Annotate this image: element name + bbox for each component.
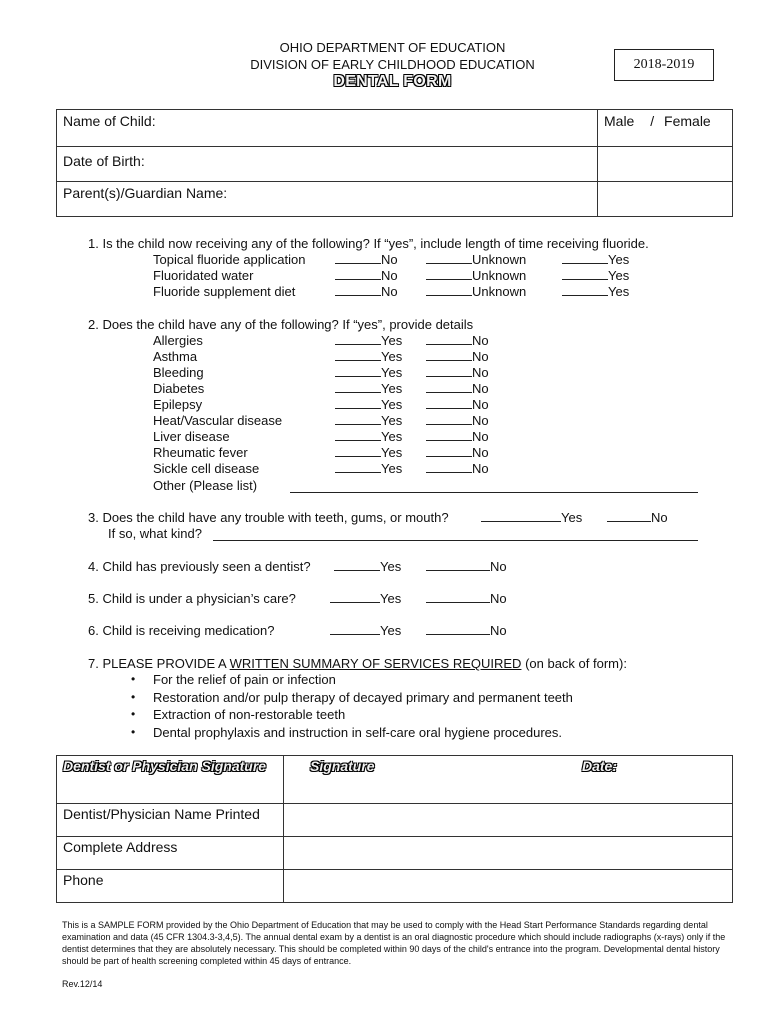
- q1-no-label: No: [381, 268, 398, 283]
- q7-underlined: WRITTEN SUMMARY OF SERVICES REQUIRED: [229, 656, 522, 671]
- q1-yes-label: Yes: [608, 268, 630, 283]
- q2-no-option[interactable]: [426, 445, 489, 460]
- q3-followup-line[interactable]: [213, 527, 698, 541]
- q7-bullet-text: Extraction of non-restorable teeth: [153, 707, 346, 722]
- q2-other-line[interactable]: [290, 479, 698, 493]
- q2-no-label: No: [472, 365, 489, 380]
- q5-text: 5. Child is under a physician’s care?: [88, 591, 296, 606]
- address-label: Complete Address: [63, 839, 178, 855]
- q1-item-label: Topical fluoride application: [153, 252, 306, 267]
- q2-yes-option[interactable]: [335, 365, 402, 380]
- address-field[interactable]: [284, 837, 733, 870]
- q1-yes-blank[interactable]: [562, 252, 608, 264]
- q2-yes-option[interactable]: [335, 333, 402, 348]
- school-year-badge: 2018-2019: [614, 49, 714, 81]
- q3-yes-blank[interactable]: [481, 510, 561, 522]
- q2-text: 2. Does the child have any of the following? If “yes”, provide details: [88, 317, 474, 332]
- signature-table: [56, 755, 733, 903]
- q1-unknown-option[interactable]: [426, 268, 526, 283]
- q5-no-label: No: [490, 591, 507, 606]
- q7-bullet-text: For the relief of pain or infection: [153, 672, 336, 687]
- q1-yes-label: Yes: [608, 252, 630, 267]
- dob-field[interactable]: [57, 147, 598, 182]
- q1-unknown-option[interactable]: [426, 252, 526, 267]
- q1-no-option[interactable]: [335, 252, 398, 267]
- q2-no-label: No: [472, 413, 489, 428]
- q6-no-label: No: [490, 623, 507, 638]
- parent-side-cell: [598, 182, 733, 217]
- q2-yes-blank[interactable]: [335, 429, 381, 441]
- q2-no-option[interactable]: [426, 413, 489, 428]
- q1-unknown-blank[interactable]: [426, 284, 472, 296]
- q2-item-label: Allergies: [153, 333, 203, 348]
- q2-yes-label: Yes: [381, 445, 403, 460]
- q2-yes-label: Yes: [381, 413, 403, 428]
- header-division: DIVISION OF EARLY CHILDHOOD EDUCATION: [250, 57, 535, 72]
- q2-no-blank[interactable]: [426, 333, 472, 345]
- q3-no-label: No: [651, 510, 668, 525]
- q2-yes-label: Yes: [381, 333, 403, 348]
- bullet-dot-icon: •: [131, 707, 136, 721]
- q7-text: [88, 656, 627, 671]
- q2-item-label: Heat/Vascular disease: [153, 413, 283, 428]
- phone-field[interactable]: [284, 870, 733, 903]
- q1-unknown-option[interactable]: [426, 284, 526, 299]
- q2-no-label: No: [472, 333, 489, 348]
- q2-yes-label: Yes: [381, 397, 403, 412]
- q2-yes-blank[interactable]: [335, 413, 381, 425]
- q2-yes-option[interactable]: [335, 349, 402, 364]
- q1-no-blank[interactable]: [335, 268, 381, 280]
- q1-unknown-label: Unknown: [472, 252, 527, 267]
- q2-yes-blank[interactable]: [335, 397, 381, 409]
- q1-yes-option[interactable]: [562, 284, 629, 299]
- q2-yes-option[interactable]: [335, 429, 402, 444]
- q2-no-label: No: [472, 349, 489, 364]
- q3-no-option[interactable]: [607, 510, 668, 525]
- bullet-dot-icon: •: [131, 689, 136, 704]
- name-printed-label-cell: [57, 804, 284, 837]
- phone-label: Phone: [63, 872, 104, 888]
- q2-no-label: No: [472, 445, 489, 460]
- q2-yes-blank[interactable]: [335, 381, 381, 393]
- child-name-field[interactable]: [57, 110, 598, 147]
- q4-yes-label: Yes: [380, 559, 402, 574]
- sig-header-cell: [57, 756, 284, 804]
- q2-item-label: Sickle cell disease: [153, 461, 260, 476]
- q1-no-blank[interactable]: [335, 252, 381, 264]
- q2-no-option[interactable]: [426, 429, 489, 444]
- q1-yes-blank[interactable]: [562, 284, 608, 296]
- header-agency: OHIO DEPARTMENT OF EDUCATION: [279, 40, 506, 55]
- gender-separator: /: [650, 113, 655, 129]
- parent-field[interactable]: [57, 182, 598, 217]
- gender-male-option[interactable]: Male: [604, 113, 635, 129]
- gender-female-option[interactable]: Female: [664, 113, 711, 129]
- q7-suffix: (on back of form):: [521, 656, 627, 671]
- q1-item-label: Fluoridated water: [153, 268, 254, 283]
- q1-no-option[interactable]: [335, 268, 398, 283]
- q2-yes-blank[interactable]: [335, 349, 381, 361]
- child-info-table: [56, 109, 733, 217]
- q2-no-blank[interactable]: [426, 365, 472, 377]
- q2-yes-label: Yes: [381, 381, 403, 396]
- q5-yes-option[interactable]: [330, 591, 401, 606]
- address-label-cell: [57, 837, 284, 870]
- q3-text: 3. Does the child have any trouble with teeth, gums, or mouth?: [88, 510, 449, 525]
- q2-no-blank[interactable]: [426, 461, 472, 473]
- q2-no-option[interactable]: [426, 333, 489, 348]
- name-printed-label: Dentist/Physician Name Printed: [63, 806, 260, 822]
- q4-no-option[interactable]: [426, 559, 507, 574]
- q2-no-blank[interactable]: [426, 429, 472, 441]
- q1-yes-blank[interactable]: [562, 268, 608, 280]
- q2-item-label: Diabetes: [153, 381, 205, 396]
- q2-no-blank[interactable]: [426, 397, 472, 409]
- q6-no-option[interactable]: [426, 623, 507, 638]
- q4-yes-option[interactable]: [334, 559, 401, 574]
- phone-label-cell: [57, 870, 284, 903]
- parent-label: Parent(s)/Guardian Name:: [63, 185, 228, 201]
- q5-yes-label: Yes: [380, 591, 402, 606]
- q2-no-blank[interactable]: [426, 349, 472, 361]
- q2-no-label: No: [472, 397, 489, 412]
- revision-label: Rev.12/14: [62, 979, 103, 989]
- q6-text: 6. Child is receiving medication?: [88, 623, 275, 638]
- q2-yes-label: Yes: [381, 461, 403, 476]
- q1-no-option[interactable]: [335, 284, 398, 299]
- q2-yes-label: Yes: [381, 429, 403, 444]
- q2-item-label: Epilepsy: [153, 397, 203, 412]
- gender-field[interactable]: [598, 110, 733, 147]
- q2-no-option[interactable]: [426, 397, 489, 412]
- q2-no-label: No: [472, 461, 489, 476]
- name-printed-field[interactable]: [284, 804, 733, 837]
- q2-yes-blank[interactable]: [335, 333, 381, 345]
- form-title: DENTAL FORM: [333, 73, 452, 90]
- q2-yes-option[interactable]: [335, 381, 402, 396]
- q2-yes-option[interactable]: [335, 461, 402, 476]
- q2-item-label: Bleeding: [153, 365, 204, 380]
- q2-no-blank[interactable]: [426, 445, 472, 457]
- bullet-dot-icon: •: [131, 724, 136, 739]
- q2-yes-blank[interactable]: [335, 445, 381, 457]
- q1-yes-option[interactable]: [562, 252, 629, 267]
- q2-no-blank[interactable]: [426, 381, 472, 393]
- q6-yes-option[interactable]: [330, 623, 401, 638]
- q2-no-option[interactable]: [426, 365, 489, 380]
- q2-no-blank[interactable]: [426, 413, 472, 425]
- q1-yes-label: Yes: [608, 284, 630, 299]
- q2-item-label: Liver disease: [153, 429, 230, 444]
- bullet-dot-icon: •: [131, 672, 136, 686]
- q2-no-option[interactable]: [426, 461, 489, 476]
- footnote-text: This is a SAMPLE FORM provided by the Ohio Department of Education that may be used to comply with the Head Start Performance Standards regarding dental examination and data (45 CFR 1304.3-3,4,5). The annual dental exam by a dentist is an oral diagnostic procedure which should include radiographs (x-rays) only if the dentist determines that they are absolutely necessary. This should be completed within 90 days of the child's entrance into the program. Developmental dental history should be part of health screening completed within 45 days of entrance.: [62, 920, 726, 966]
- q1-no-label: No: [381, 284, 398, 299]
- q2-item-label: Rheumatic fever: [153, 445, 248, 460]
- q3-followup-label: If so, what kind?: [108, 526, 202, 541]
- q2-no-label: No: [472, 429, 489, 444]
- q1-yes-option[interactable]: [562, 268, 629, 283]
- q2-yes-blank[interactable]: [335, 365, 381, 377]
- sig-col-header: Dentist or Physician Signature: [63, 758, 267, 774]
- q1-no-blank[interactable]: [335, 284, 381, 296]
- dob-label: Date of Birth:: [63, 153, 145, 169]
- q3-no-blank[interactable]: [607, 510, 651, 522]
- q2-other-label: Other (Please list): [153, 478, 258, 493]
- q7-bullet-text: Dental prophylaxis and instruction in self-care oral hygiene procedures.: [153, 724, 562, 740]
- q2-yes-label: Yes: [381, 349, 403, 364]
- q2-yes-option[interactable]: [335, 445, 402, 460]
- q2-no-label: No: [472, 381, 489, 396]
- q1-no-label: No: [381, 252, 398, 267]
- q1-text: 1. Is the child now receiving any of the following? If “yes”, include length of time receiving fluoride.: [88, 236, 649, 251]
- q1-item-label: Fluoride supplement diet: [153, 284, 296, 299]
- q4-text: 4. Child has previously seen a dentist?: [88, 559, 311, 574]
- q4-no-label: No: [490, 559, 507, 574]
- q2-yes-blank[interactable]: [335, 461, 381, 473]
- q3-yes-label: Yes: [561, 510, 583, 525]
- q2-yes-label: Yes: [381, 365, 403, 380]
- q7-prefix: 7. PLEASE PROVIDE A: [88, 656, 230, 671]
- q2-no-option[interactable]: [426, 349, 489, 364]
- q2-no-option[interactable]: [426, 381, 489, 396]
- signature-field[interactable]: [284, 756, 733, 804]
- dob-side-cell: [598, 147, 733, 182]
- q2-yes-option[interactable]: [335, 413, 402, 428]
- q3-yes-option[interactable]: [481, 510, 582, 525]
- q1-unknown-blank[interactable]: [426, 268, 472, 280]
- date-header: Date:: [582, 758, 618, 774]
- q7-bullet-text: Restoration and/or pulp therapy of decayed primary and permanent teeth: [153, 689, 573, 705]
- q6-yes-label: Yes: [380, 623, 402, 638]
- signature-header: Signature: [310, 758, 375, 774]
- child-name-label: Name of Child:: [63, 113, 156, 129]
- q1-unknown-blank[interactable]: [426, 252, 472, 264]
- q5-no-option[interactable]: [426, 591, 507, 606]
- q2-item-label: Asthma: [153, 349, 198, 364]
- q1-unknown-label: Unknown: [472, 284, 527, 299]
- q2-yes-option[interactable]: [335, 397, 402, 412]
- q1-unknown-label: Unknown: [472, 268, 527, 283]
